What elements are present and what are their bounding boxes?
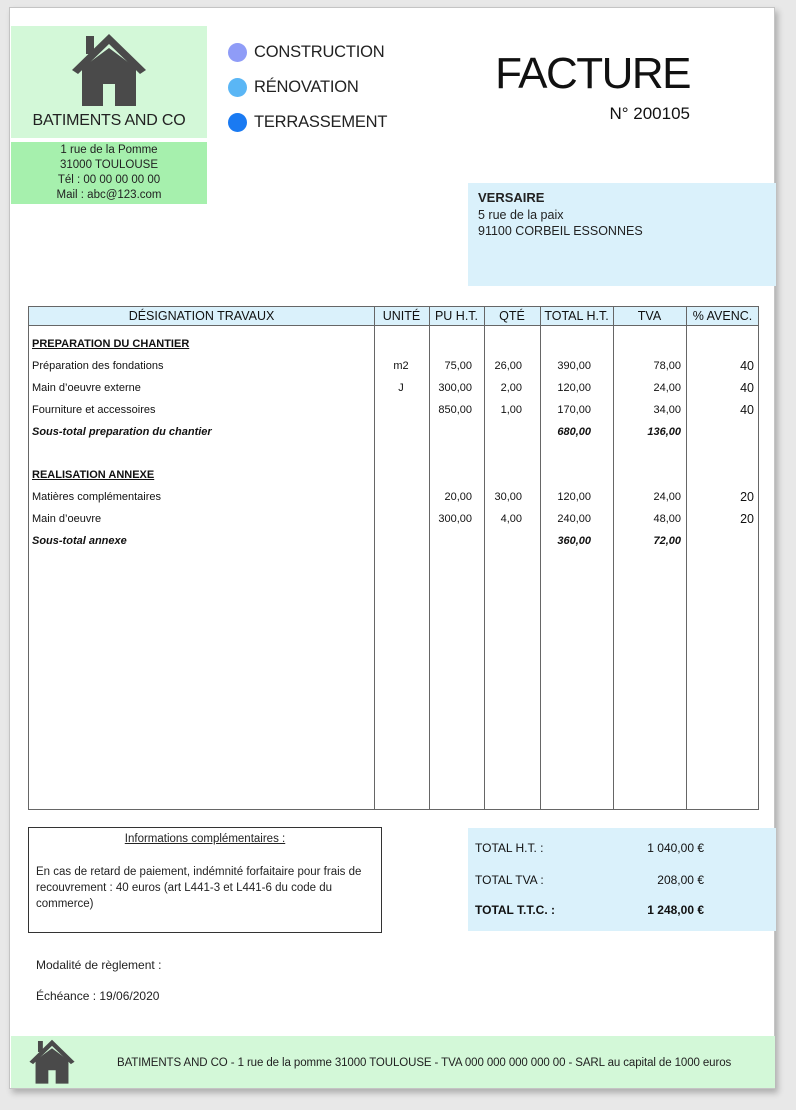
cell-total: 390,00 xyxy=(557,360,591,372)
circle-icon xyxy=(228,78,247,97)
cell-total: 240,00 xyxy=(557,513,591,525)
company-name: BATIMENTS AND CO xyxy=(32,112,186,129)
cell-pu: 20,00 xyxy=(444,491,472,503)
cell-designation: Main d’oeuvre xyxy=(32,513,102,525)
circle-icon xyxy=(228,43,247,62)
client-address-line: 5 rue de la paix xyxy=(478,208,564,222)
cell-total: 170,00 xyxy=(557,404,591,416)
subtotal-row xyxy=(29,424,758,440)
footer-legal-text: BATIMENTS AND CO - 1 rue de la pomme 31000 TOULOUSE - TVA 000 000 000 000 00 - SARL au capital de 1000 euros xyxy=(117,1057,732,1069)
cell-qty: 2,00 xyxy=(500,382,522,394)
cell-tva: 72,00 xyxy=(653,535,681,547)
client-name: VERSAIRE xyxy=(478,190,545,205)
cell-designation: Sous-total annexe xyxy=(32,535,127,547)
cell-designation: REALISATION ANNEXE xyxy=(32,469,155,481)
company-address xyxy=(11,142,207,204)
house-icon xyxy=(27,1037,77,1084)
company-email: Mail : abc@123.com xyxy=(56,189,162,201)
invoice-number: N° 200105 xyxy=(609,104,690,123)
cell-designation: Sous-total preparation du chantier xyxy=(32,426,212,438)
invoice-title: FACTURE xyxy=(495,49,690,98)
header-total-ht: TOTAL H.T. xyxy=(544,309,609,323)
additional-info-text: En cas de retard de paiement, indémnité forfaitaire pour frais de recouvrement : 40 euros (art L441-3 et L441-6 du code du commerce) xyxy=(36,866,362,910)
cell-tva: 136,00 xyxy=(647,426,681,438)
cell-pu: 300,00 xyxy=(438,513,472,525)
cell-total: 120,00 xyxy=(557,382,591,394)
table-row xyxy=(29,358,758,374)
total-tva-value: 208,00 € xyxy=(657,873,704,887)
due-date: Échéance : 19/06/2020 xyxy=(36,989,160,1003)
cell-designation: Matières complémentaires xyxy=(32,491,161,503)
total-ht-value: 1 040,00 € xyxy=(647,841,704,855)
cell-avanc: 20 xyxy=(740,512,754,526)
cell-avanc: 40 xyxy=(740,381,754,395)
additional-info-title: Informations complémentaires : xyxy=(124,833,286,845)
cell-qty: 26,00 xyxy=(494,360,522,372)
payment-terms: Modalité de règlement : xyxy=(36,958,162,972)
additional-info-box xyxy=(28,827,382,933)
cell-qty: 30,00 xyxy=(494,491,522,503)
house-icon xyxy=(68,30,150,106)
total-tva-row xyxy=(468,871,776,889)
cell-tva: 78,00 xyxy=(653,360,681,372)
cell-pu: 850,00 xyxy=(438,404,472,416)
company-address-line: 1 rue de la Pomme xyxy=(60,144,158,156)
cell-total: 120,00 xyxy=(557,491,591,503)
section-header-row xyxy=(29,467,758,483)
header-unit-price: PU H.T. xyxy=(434,309,479,323)
cell-pu: 75,00 xyxy=(444,360,472,372)
category-construction xyxy=(228,35,387,70)
cell-pu: 300,00 xyxy=(438,382,472,394)
total-ttc-label: TOTAL T.T.C. : xyxy=(475,903,555,917)
category-terrassement xyxy=(228,105,387,140)
cell-tva: 24,00 xyxy=(653,382,681,394)
cell-qty: 1,00 xyxy=(500,404,522,416)
cell-designation: Main d’oeuvre externe xyxy=(32,382,141,394)
table-row xyxy=(29,380,758,396)
table-row xyxy=(29,489,758,505)
cell-designation: PREPARATION DU CHANTIER xyxy=(32,338,190,350)
cell-avanc: 20 xyxy=(740,490,754,504)
company-logo-block xyxy=(11,26,207,138)
activity-categories xyxy=(228,35,387,140)
total-ht-label: TOTAL H.T. : xyxy=(475,841,544,855)
category-label: CONSTRUCTION xyxy=(254,43,385,61)
subtotal-row xyxy=(29,533,758,549)
header-tva: TVA xyxy=(637,309,662,323)
cell-qty: 4,00 xyxy=(500,513,522,525)
cell-tva: 34,00 xyxy=(653,404,681,416)
cell-designation: Préparation des fondations xyxy=(32,360,164,372)
client-block xyxy=(468,183,776,286)
header-quantity: QTÉ xyxy=(499,309,525,323)
cell-avanc: 40 xyxy=(740,359,754,373)
header-unit: UNITÉ xyxy=(382,309,421,323)
total-tva-label: TOTAL TVA : xyxy=(475,873,544,887)
header-designation: DÉSIGNATION TRAVAUX xyxy=(128,309,275,323)
section-header-row xyxy=(29,336,758,352)
category-label: TERRASSEMENT xyxy=(254,113,388,131)
invoice-page xyxy=(9,7,775,1089)
cell-unit: m2 xyxy=(393,360,409,372)
company-address-line: 31000 TOULOUSE xyxy=(59,159,159,171)
table-row xyxy=(29,511,758,527)
total-ht-row xyxy=(468,839,776,857)
cell-avanc: 40 xyxy=(740,403,754,417)
category-label: RÉNOVATION xyxy=(254,78,359,96)
totals-block xyxy=(468,828,776,931)
category-renovation xyxy=(228,70,387,105)
invoice-table xyxy=(28,306,759,810)
footer xyxy=(11,1036,775,1088)
cell-tva: 48,00 xyxy=(653,513,681,525)
client-address-line: 91100 CORBEIL ESSONNES xyxy=(478,224,643,238)
circle-icon xyxy=(228,113,247,132)
table-header xyxy=(29,307,758,326)
cell-total: 360,00 xyxy=(557,535,591,547)
cell-designation: Fourniture et accessoires xyxy=(32,404,156,416)
cell-tva: 24,00 xyxy=(653,491,681,503)
cell-unit: J xyxy=(398,382,404,394)
header-progress: % AVENC. xyxy=(692,309,753,323)
cell-total: 680,00 xyxy=(557,426,591,438)
total-ttc-row xyxy=(468,901,776,919)
table-row xyxy=(29,402,758,418)
total-ttc-value: 1 248,00 € xyxy=(647,903,704,917)
company-phone: Tél : 00 00 00 00 00 xyxy=(57,174,161,186)
